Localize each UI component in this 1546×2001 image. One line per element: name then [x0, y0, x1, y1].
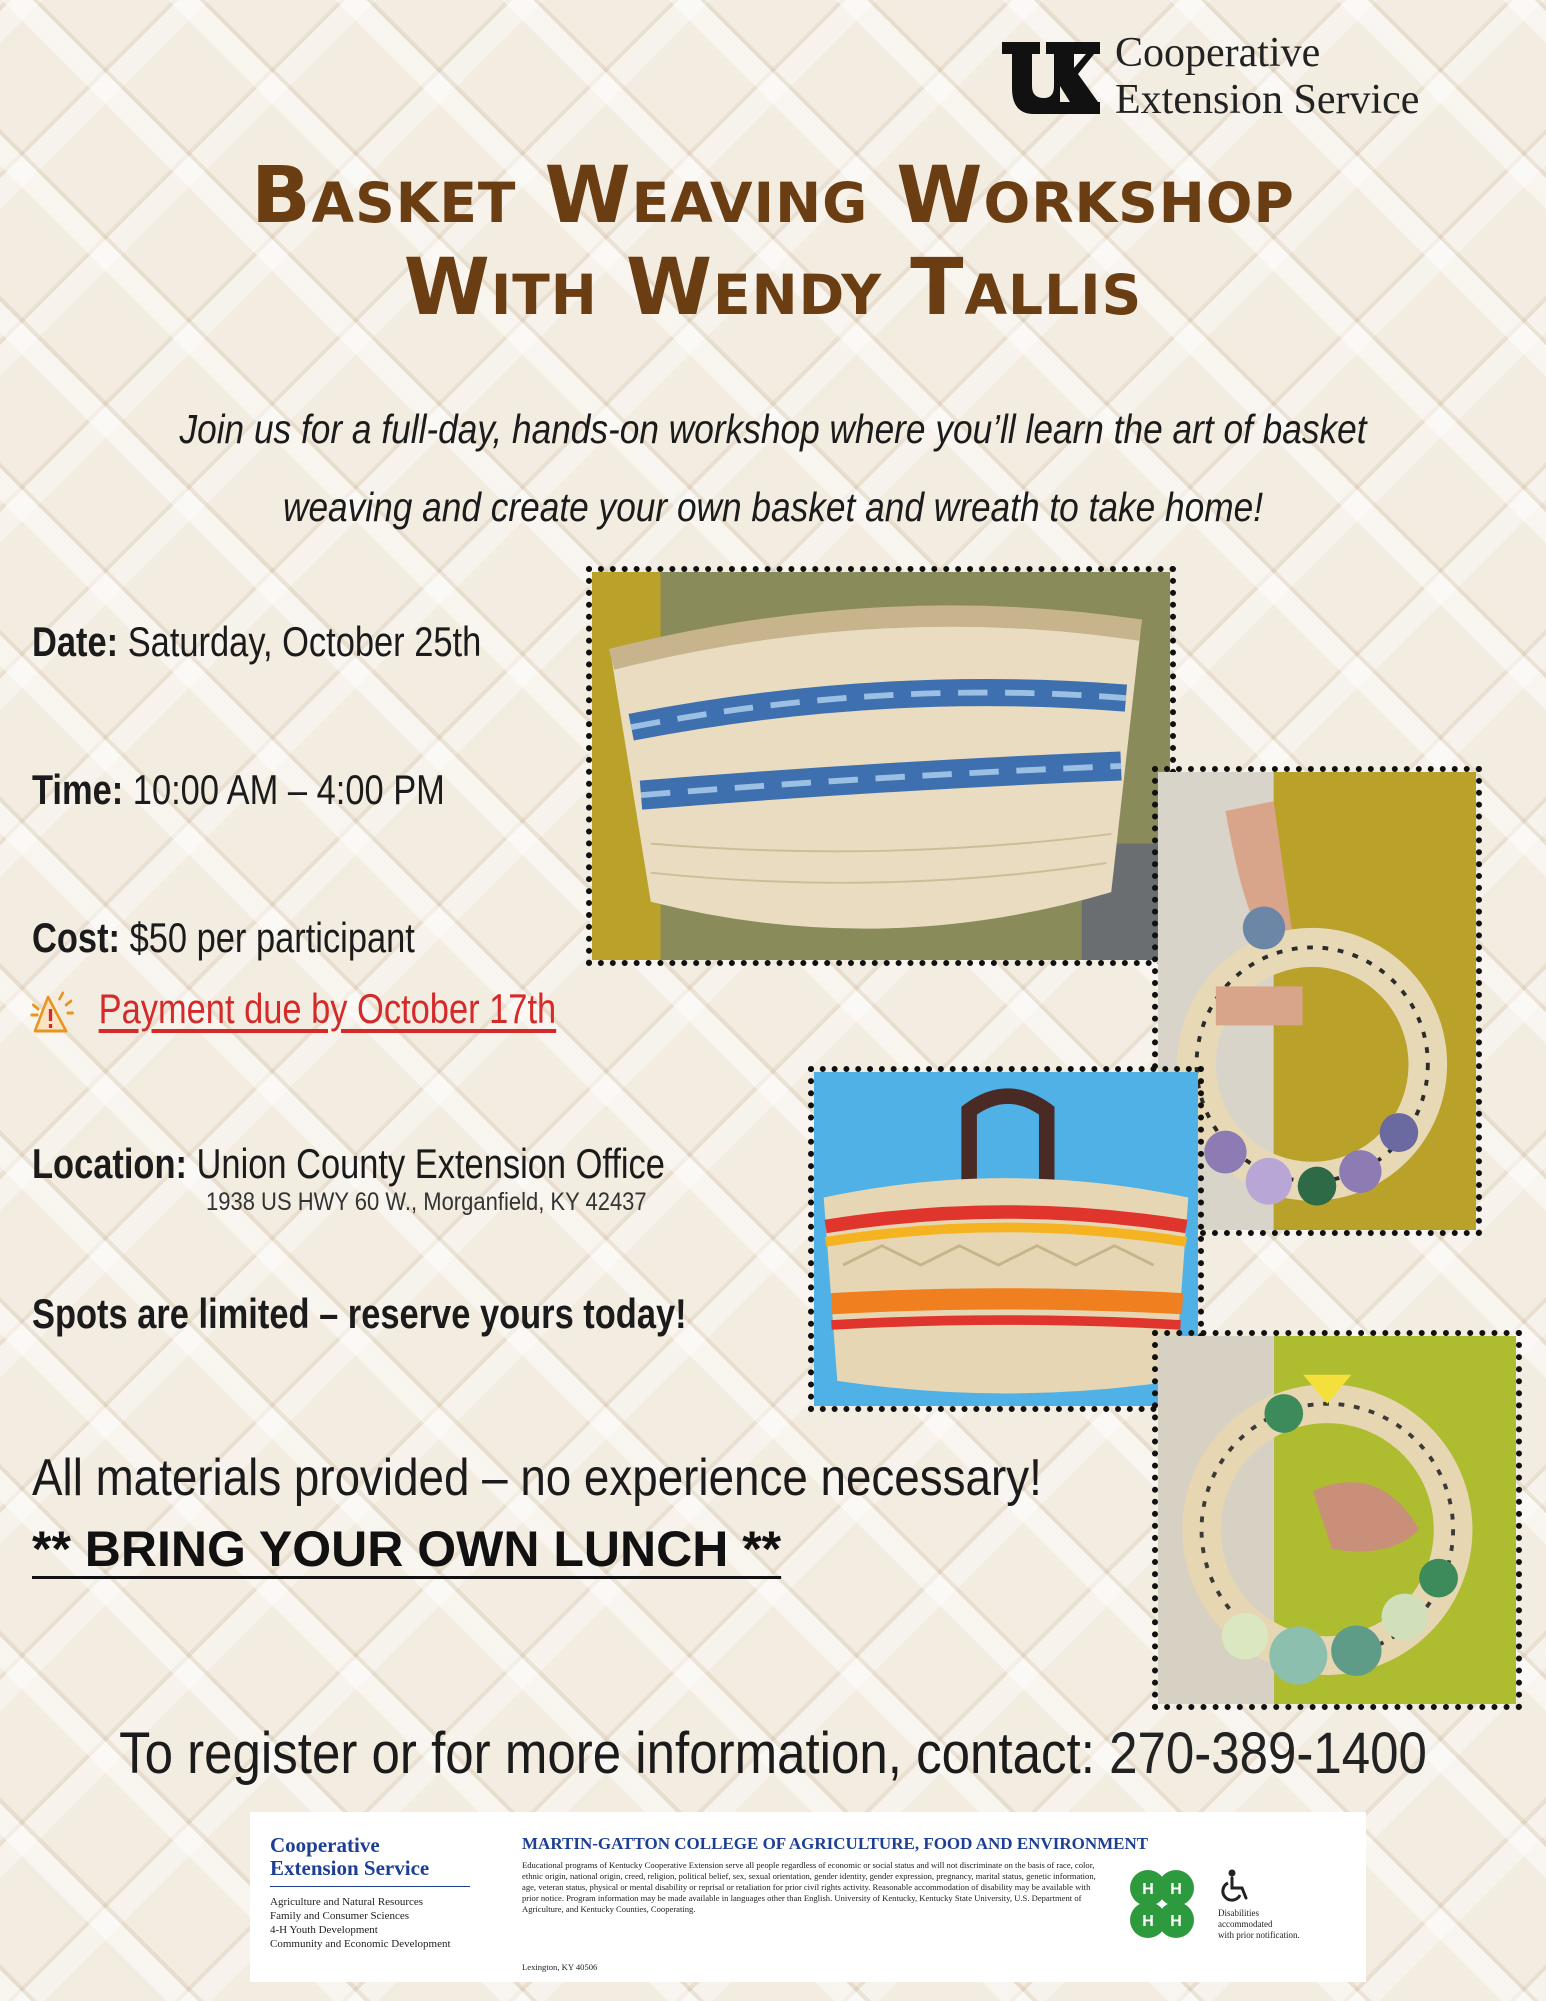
- footer-address: Lexington, KY 40506: [522, 1962, 598, 1972]
- title-line-2: With Wendy Tallis: [403, 243, 1143, 333]
- footer-ces-line-1: Cooperative: [270, 1833, 380, 1857]
- svg-text:H: H: [1170, 1881, 1182, 1898]
- page-title: [0, 150, 1546, 334]
- four-h-clover-icon: [1126, 1868, 1198, 1944]
- payment-due-note: Payment due by October 17th: [98, 985, 557, 1032]
- svg-text:H: H: [1142, 1881, 1154, 1898]
- register-phone: 270-389-1400: [1109, 1721, 1427, 1786]
- footer-banner: [250, 1812, 1366, 1982]
- footer-divider: [270, 1886, 470, 1887]
- photo-wreath-green: [1152, 1330, 1522, 1710]
- location-value: Union County Extension Office: [196, 1140, 665, 1187]
- location-label: Location:: [32, 1140, 187, 1187]
- time-value: 10:00 AM – 4:00 PM: [132, 766, 445, 813]
- footer-program: 4-H Youth Development: [270, 1924, 378, 1936]
- footer-program: Family and Consumer Sciences: [270, 1910, 410, 1922]
- cost-row: [32, 914, 415, 962]
- accessibility-line-2: accommodated: [1218, 1919, 1273, 1929]
- time-label: Time:: [32, 766, 124, 813]
- footer-program: Agriculture and Natural Resources: [270, 1896, 424, 1908]
- accessibility-line-3: with prior notification.: [1218, 1930, 1300, 1940]
- footer-ces-name: [270, 1834, 490, 1880]
- date-row: [32, 618, 481, 666]
- register-contact: [93, 1720, 1453, 1787]
- accessibility-line-1: Disabilities: [1218, 1908, 1259, 1918]
- date-label: Date:: [32, 618, 119, 665]
- uk-logo-icon: [1000, 38, 1100, 118]
- footer-ces-block: [270, 1834, 490, 1951]
- alert-megaphone-icon: [30, 987, 76, 1037]
- footer-disclaimer: Educational programs of Kentucky Cooperative Extension serve all people regardless of economic or social status and will not discriminate on the basis of race, color, ethnic origin, national origin, creed, religion, political belief, sex, sexual orientation, gender identity, gender expression, pregnancy, marital status, genetic information, age, veteran status, physical or mental disability or reprisal or retaliation for prior civil rights activity. Reasonable accommodation of disability may be available with prior notice. Program information may be made available in languages other than English. University of Kentucky, Kentucky State University, U.S. Department of Agriculture, and Kentucky Counties, Cooperating.: [522, 1860, 1096, 1914]
- footer-program: Community and Economic Development: [270, 1938, 451, 1950]
- logo-line-1: Cooperative: [1115, 30, 1321, 76]
- accessibility-note: [1218, 1908, 1348, 1941]
- materials-note: All materials provided – no experience necessary!: [32, 1449, 1042, 1507]
- footer-ces-line-2: Extension Service: [270, 1856, 430, 1880]
- photo-basket-blue: [586, 566, 1176, 966]
- intro-text: [177, 390, 1369, 546]
- wheelchair-icon: [1218, 1868, 1252, 1902]
- location-address: 1938 US HWY 60 W., Morganfield, KY 42437: [206, 1188, 647, 1216]
- register-label: To register or for more information, contact:: [119, 1721, 1095, 1786]
- time-row: [32, 766, 445, 814]
- location-row: [32, 1140, 665, 1188]
- svg-text:H: H: [1170, 1913, 1182, 1930]
- date-value: Saturday, October 25th: [127, 618, 482, 665]
- cost-label: Cost:: [32, 914, 121, 961]
- uk-logo: [1000, 30, 1520, 130]
- payment-row: [30, 985, 556, 1037]
- intro-line-1: Join us for a full-day, hands-on workshop where you’ll learn the art of basket: [179, 406, 1367, 452]
- svg-text:H: H: [1142, 1913, 1154, 1930]
- spots-note: Spots are limited – reserve yours today!: [32, 1290, 687, 1337]
- cost-value: $50 per participant: [129, 914, 415, 961]
- logo-line-2: Extension Service: [1115, 77, 1420, 123]
- photo-basket-orange: [808, 1066, 1204, 1412]
- intro-line-2: weaving and create your own basket and wreath to take home!: [282, 484, 1264, 530]
- lunch-note: ** BRING YOUR OWN LUNCH **: [32, 1521, 782, 1577]
- title-line-1: Basket Weaving Workshop: [251, 151, 1295, 241]
- footer-college-name: MARTIN-GATTON COLLEGE OF AGRICULTURE, FOOD AND ENVIRONMENT: [522, 1834, 1149, 1853]
